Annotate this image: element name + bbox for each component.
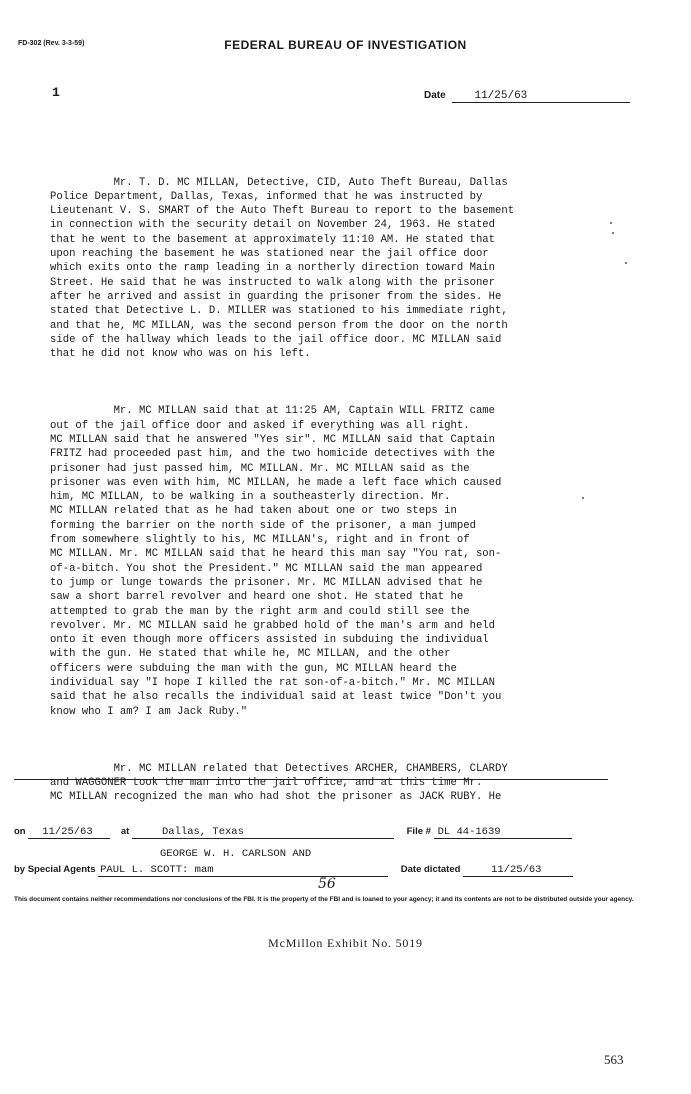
page-number: 1: [52, 85, 60, 100]
footer-interview-line: [14, 826, 572, 839]
form-number: FD-302 (Rev. 3-3-59): [18, 40, 85, 47]
handwritten-mark: 56: [318, 876, 336, 892]
disclaimer: This document contains neither recommendations nor conclusions of the FBI. It is the property of the FBI and is loaned to your agency; it and its contents are not to be distributed outside your agency.: [14, 896, 634, 903]
at-label: at: [120, 826, 130, 837]
agents-line-1: GEORGE W. H. CARLSON AND: [160, 848, 312, 860]
file-number: DL 44-1639: [434, 826, 572, 839]
interview-location: Dallas, Texas: [132, 826, 394, 839]
paragraph-3: Mr. MC MILLAN related that Detectives ARCHER, CHAMBERS, CLARDY and WAGGONER took the man into the jail office, and at this time Mr. MC MILLAN recognized the man who had shot the prisoner as JACK RUBY. He: [50, 762, 508, 804]
divider-line: [14, 779, 608, 780]
date-value: 11/25/63: [452, 90, 630, 103]
paragraph-2: Mr. MC MILLAN said that at 11:25 AM, Captain WILL FRITZ came out of the jail office door and asked if everything was all right. MC MILLAN said that he answered "Yes sir". MC MILLAN said that Captain FRITZ had proceeded past him, and the two homicide detectives with the prisoner had just passed him, MC MILLAN. Mr. MC MILLAN said as the prisoner was even with him, MC MILLAN, he made a left face which caused him, MC MILLAN, to be walking in a southeasterly direction. Mr. MC MILLAN related that as he had taken about one or two steps in forming the barrier on the north side of the prisoner, a man jumped from somewhere slightly to his, MC MILLAN's, right and in front of MC MILLAN. Mr. MC MILLAN said that he heard this man say "You rat, son- of-a-bitch. You shot the President." MC MILLAN said the man appeared to jump or lunge towards the prisoner. Mr. MC MILLAN advised that he saw a short barrel revolver and heard one shot. He stated that he attempted to grab the man by the right arm and could still see the revolver. Mr. MC MILLAN said he grabbed hold of the man's arm and held onto it even though more officers assisted in subduing the individual with the gun. He stated that while he, MC MILLAN, and the other officers were subduing the man with the gun, MC MILLAN heard the individual say "I hope I killed the rat son-of-a-bitch." Mr. MC MILLAN said that he also recalls the individual said at least twice "Don't you know who I am? I am Jack Ruby.": [50, 405, 502, 718]
on-label: on: [14, 826, 26, 837]
footer-agents-line: [14, 864, 573, 877]
margin-mark: [625, 262, 627, 264]
interview-body: [50, 147, 595, 833]
agency-title: FEDERAL BUREAU OF INVESTIGATION: [224, 38, 467, 52]
dictated-label: Date dictated: [400, 864, 461, 875]
margin-mark: [612, 232, 614, 234]
margin-mark: [582, 497, 584, 499]
paragraph-1: Mr. T. D. MC MILLAN, Detective, CID, Auto Theft Bureau, Dallas Police Department, Dallas, Texas, informed that he was instructed by Lieutenant V. S. SMART of the Auto Theft Bureau to report to the basement in connection with the security detail on November 24, 1963. He stated that he went to the basement at approximately 11:10 AM. He stated that upon reaching the basement he was stationed near the jail office door which exits onto the ramp leading in a northerly direction toward Main Street. He said that he was instructed to walk along with the prisoner after he arrived and assist in guarding the prisoner from the sides. He stated that Detective L. D. MILLER was stationed to his immediate right, and that he, MC MILLAN, was the second person from the door on the north side of the hallway which leads to the jail office door. MC MILLAN said that he did not know who was on his left.: [50, 176, 515, 361]
exhibit-label: McMillon Exhibit No. 5019: [268, 936, 423, 950]
margin-mark: [610, 222, 612, 224]
report-date: [424, 90, 630, 103]
file-label: File #: [406, 826, 431, 837]
volume-page-number: 563: [604, 1052, 624, 1067]
interview-date: 11/25/63: [28, 826, 110, 839]
dictated-date: 11/25/63: [463, 864, 573, 877]
by-special-agents-label: by Special Agents: [14, 864, 96, 875]
agents-line-2: PAUL L. SCOTT: mam: [98, 864, 388, 877]
date-label: Date: [424, 90, 446, 101]
